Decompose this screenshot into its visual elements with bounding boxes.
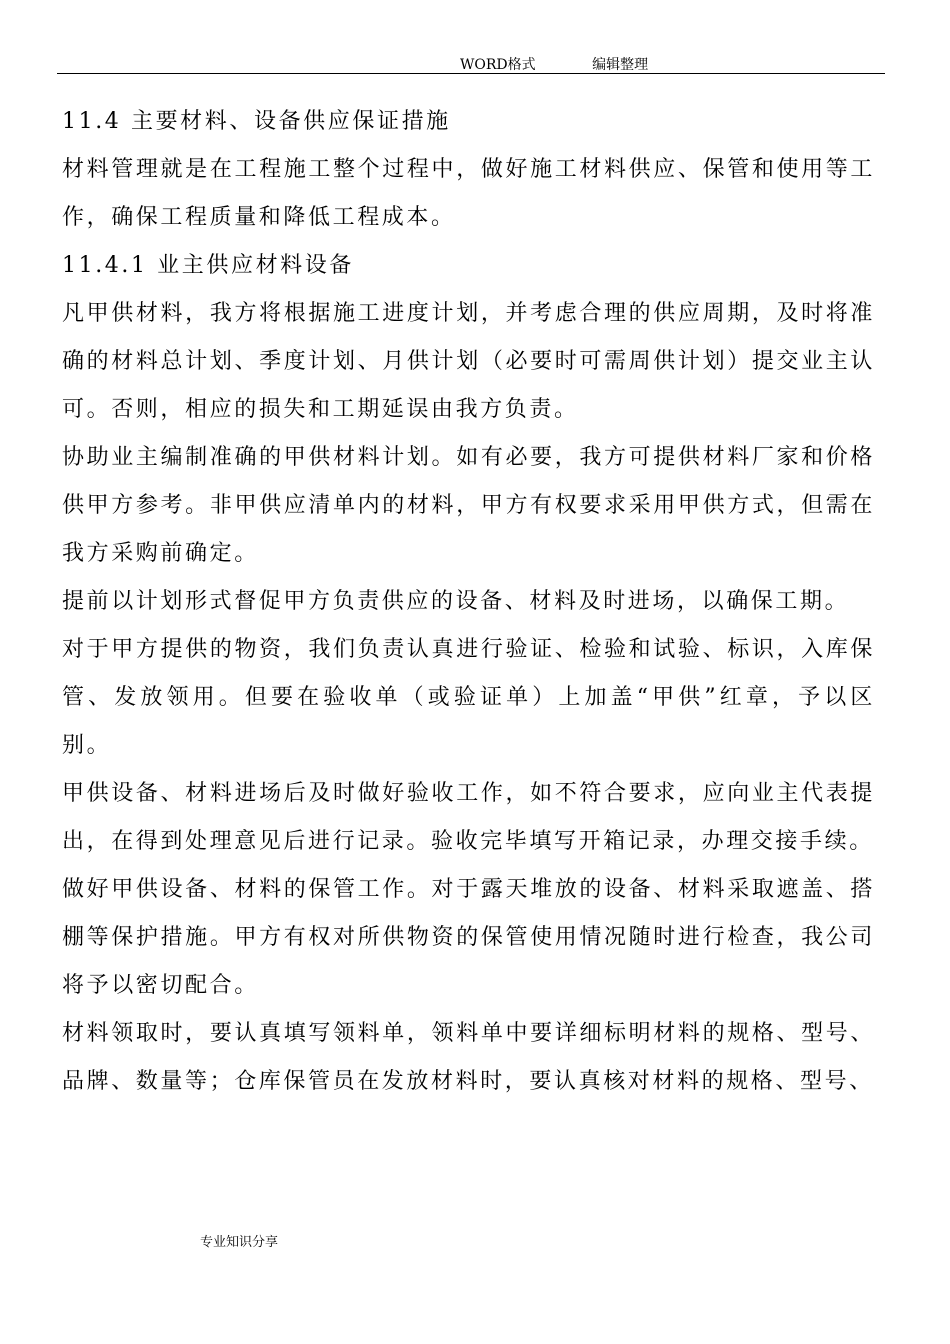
page-header <box>460 56 648 74</box>
document-body <box>62 98 875 1106</box>
paragraph: 材料领取时，要认真填写领料单，领料单中要详细标明材料的规格、型号、品牌、数量等；仓库保管员在发放材料时，要认真核对材料的规格、型号、 <box>62 1021 875 1094</box>
paragraph: 做好甲供设备、材料的保管工作。对于露天堆放的设备、材料采取遮盖、搭棚等保护措施。甲方有权对所供物资的保管使用情况随时进行检查，我公司将予以密切配合。 <box>62 877 875 998</box>
paragraph: 协助业主编制准确的甲供材料计划。如有必要，我方可提供材料厂家和价格供甲方参考。非甲供应清单内的材料，甲方有权要求采用甲供方式，但需在我方采购前确定。 <box>62 445 875 566</box>
paragraph: 对于甲方提供的物资，我们负责认真进行验证、检验和试验、标识，入库保管、发放领用。但要在验收单（或验证单）上加盖“甲供”红章，予以区别。 <box>62 637 875 758</box>
section-heading: 11.4 主要材料、设备供应保证措施 <box>62 109 451 134</box>
paragraph: 提前以计划形式督促甲方负责供应的设备、材料及时进场，以确保工期。 <box>62 589 850 614</box>
header-rule <box>57 73 885 74</box>
paragraph: 凡甲供材料，我方将根据施工进度计划，并考虑合理的供应周期，及时将准确的材料总计划、季度计划、月供计划（必要时可需周供计划）提交业主认可。否则，相应的损失和工期延误由我方负责。 <box>62 301 875 422</box>
paragraph: 材料管理就是在工程施工整个过程中，做好施工材料供应、保管和使用等工作，确保工程质量和降低工程成本。 <box>62 157 875 230</box>
header-edit-label: 编辑整理 <box>592 57 649 73</box>
page-footer: 专业知识分享 <box>200 1235 279 1250</box>
subsection-heading: 11.4.1 业主供应材料设备 <box>62 253 354 278</box>
header-format-label: WORD格式 <box>460 57 536 73</box>
paragraph: 甲供设备、材料进场后及时做好验收工作，如不符合要求，应向业主代表提出，在得到处理意见后进行记录。验收完毕填写开箱记录，办理交接手续。 <box>62 781 875 854</box>
